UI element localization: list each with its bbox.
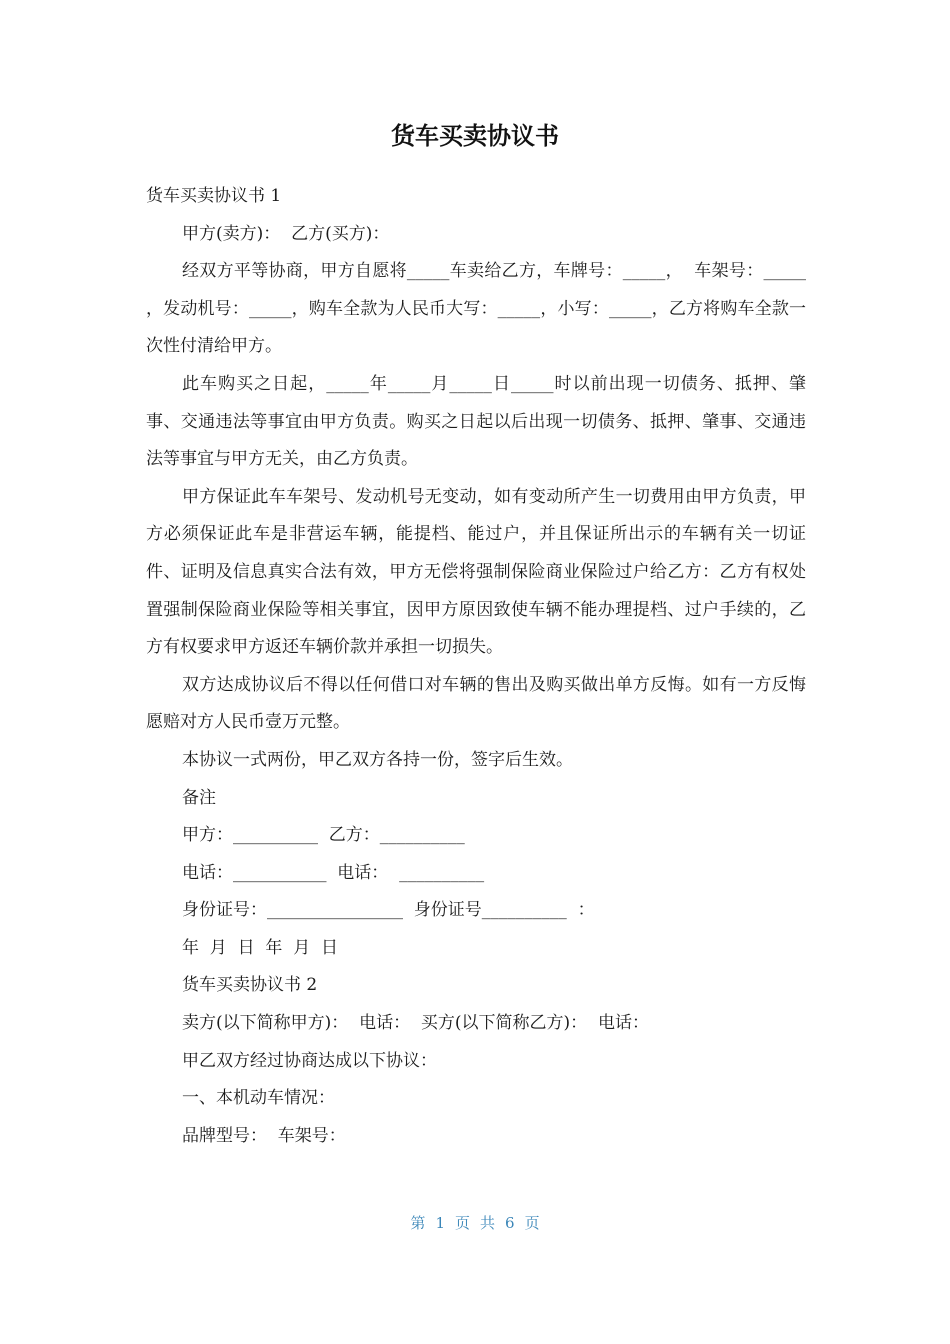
document-body bbox=[146, 178, 812, 1155]
footer-page-number: 1 bbox=[435, 1214, 445, 1232]
parties-line-2: 卖方(以下简称甲方)： 电话： 买方(以下简称乙方)： 电话： bbox=[182, 1013, 649, 1034]
document-title: 货车买卖协议书 bbox=[391, 122, 559, 150]
paragraph-liability: 此车购买之日起，_____年_____月_____日_____时以前出现一切债务、抵押、肇事、交通违法等事宜由甲方负责。购买之日起以后出现一切债务、抵押、肇事、交通违法等事宜与甲方无关，由乙方负责。 bbox=[146, 373, 806, 470]
paragraph-breach: 双方达成协议后不得以任何借口对车辆的售出及购买做出单方反悔。如有一方反悔愿赔对方人民币壹万元整。 bbox=[146, 674, 806, 733]
clause-1-heading: 一、本机动车情况： bbox=[182, 1088, 335, 1109]
remarks-label: 备注 bbox=[182, 787, 216, 808]
paragraph-guarantee: 甲方保证此车车架号、发动机号无变动，如有变动所产生一切费用由甲方负责，甲方必须保证此车是非营运车辆，能提档、能过户，并且保证所出示的车辆有关一切证件、证明及信息真实合法有效，甲方无偿将强制保险商业保险过户给乙方：乙方有权处置强制保险商业保险等相关事宜，因甲方原因致使车辆不能办理提档、过户手续的，乙方有权要求甲方返还车辆价款并承担一切损失。 bbox=[146, 486, 806, 658]
footer-total-label: 共 bbox=[480, 1214, 496, 1232]
footer-page-unit: 页 bbox=[454, 1214, 470, 1232]
footer-total-unit: 页 bbox=[524, 1214, 540, 1232]
footer-page-label: 第 bbox=[410, 1214, 426, 1232]
footer-total-number: 6 bbox=[505, 1214, 515, 1232]
signature-phone-line: 电话：___________ 电话： __________ bbox=[182, 862, 485, 883]
agreement-intro: 甲乙双方经过协商达成以下协议： bbox=[182, 1050, 437, 1071]
signature-party-line: 甲方：__________ 乙方：__________ bbox=[182, 825, 465, 846]
section-heading-1: 货车买卖协议书 1 bbox=[146, 186, 282, 206]
vehicle-model-line: 品牌型号： 车架号： bbox=[182, 1125, 346, 1146]
section-heading-2: 货车买卖协议书 2 bbox=[182, 975, 318, 996]
paragraph-vehicle-info: 经双方平等协商，甲方自愿将_____车卖给乙方，车牌号：_____， 车架号：_____ ，发动机号：_____，购车全款为人民币大写：_____，小写：_____，乙方将购车全款一次性付清给甲方。 bbox=[146, 261, 812, 357]
signature-date-line: 年 月 日 年 月 日 bbox=[182, 937, 339, 958]
paragraph-copies: 本协议一式两份，甲乙双方各持一份，签字后生效。 bbox=[182, 749, 573, 770]
page-footer bbox=[0, 1212, 950, 1233]
parties-line: 甲方(卖方)： 乙方(买方)： bbox=[182, 223, 390, 244]
signature-id-line: 身份证号：________________ 身份证号__________ ： bbox=[182, 900, 595, 921]
